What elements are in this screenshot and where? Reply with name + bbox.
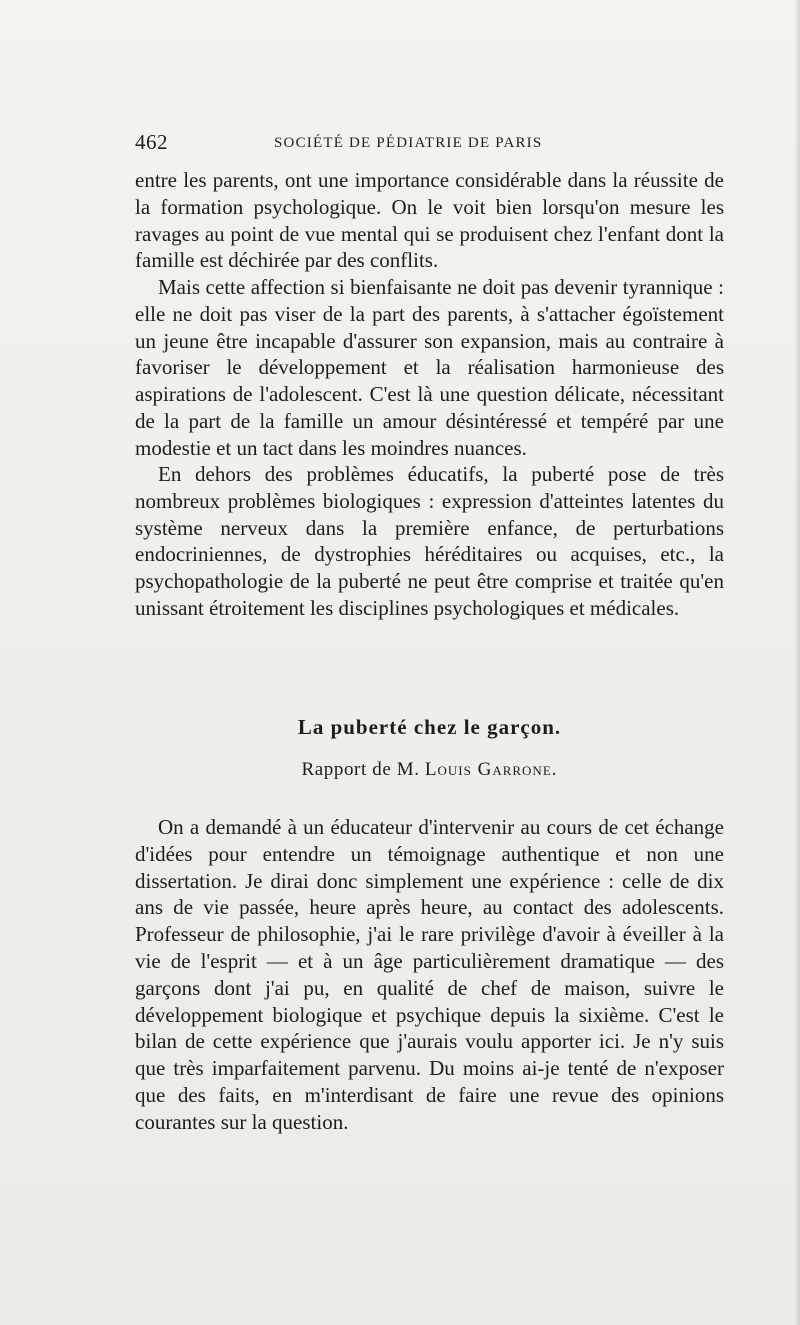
section-heading: La puberté chez le garçon. — [297, 715, 562, 739]
page-edge-shadow — [794, 0, 800, 1325]
paragraph-1: entre les parents, ont une importance considérable dans la réussite de la formation psychologique. On le voit bien lorsqu'on mesure les ravages au point de vue mental qui se produisent chez l'enfant dont la famille est déchirée par des conflits. — [135, 168, 724, 273]
report-prefix: Rapport de M. — [301, 759, 420, 780]
paragraph-2: Mais cette affection si bienfaisante ne doit pas devenir tyrannique : elle ne doit pas viser de la part des parents, à s'attacher égoïstement un jeune être incapable d'assurer son expansion, mais au contraire à favoriser le développement et la réalisation harmonieuse des aspirations de l'adolescent. C'est là une question délicate, nécessitant de la part de la famille un amour désintéressé et tempéré par une modestie et un tact dans les moindres nuances. — [135, 275, 724, 460]
page-number: 462 — [135, 130, 168, 154]
paragraph-3: En dehors des problèmes éducatifs, la puberté pose de très nombreux problèmes biologiques : expression d'atteintes latentes du système nerveux dans la première enfance, de perturbations endocriniennes, de dystrophies héréditaires ou acquises, etc., la psychopathologie de la puberté ne peut être comprise et traitée qu'en unissant étroitement les disciplines psychologiques et médicales. — [135, 462, 724, 620]
report-author: Louis Garrone. — [424, 759, 558, 780]
running-title: SOCIÉTÉ DE PÉDIATRIE DE PARIS — [274, 135, 543, 151]
report-byline — [135, 759, 724, 781]
page-header — [135, 130, 720, 160]
paragraph-4: On a demandé à un éducateur d'intervenir au cours de cet échange d'idées pour entendre un témoignage authentique et non une dissertation. Je dirai donc simplement une expérience : celle de dix ans de vie passée, heure après heure, au contact des adolescents. Professeur de philosophie, j'ai le rare privilège d'avoir à éveiller à la vie de l'esprit — et à un âge particulièrement dramatique — des garçons dont j'ai pu, en qualité de chef de maison, suivre le développement biologique et psychique depuis la sixième. C'est le bilan de cette expérience que j'aurais voulu apporter ici. Je n'y suis que très imparfaitement parvenu. Du moins ai-je tenté de n'exposer que des faits, en m'interdisant de faire une revue des opinions courantes sur la question. — [135, 815, 724, 1134]
